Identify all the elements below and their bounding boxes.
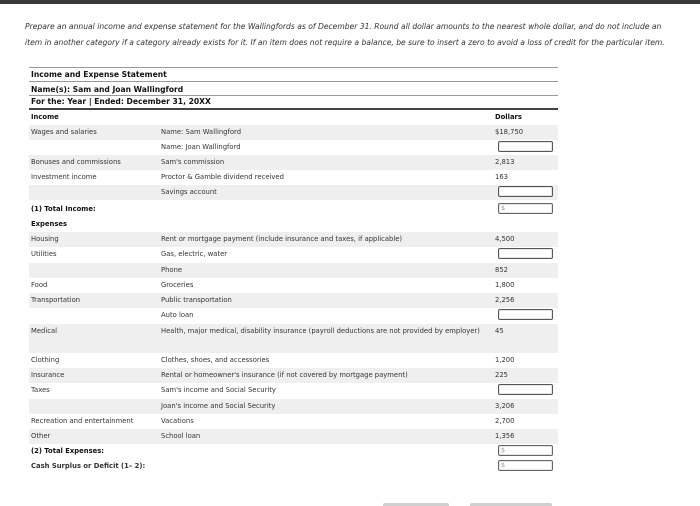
table-row xyxy=(29,263,558,278)
row-item: Gas, electric, water xyxy=(161,250,228,258)
row-value: 2,813 xyxy=(495,158,515,166)
total-income-input[interactable] xyxy=(498,203,553,214)
expenses-heading: Expenses xyxy=(31,220,68,228)
row-category: Taxes xyxy=(31,386,50,394)
row-value: 45 xyxy=(495,327,504,335)
instructions-text: Prepare an annual income and expense statement for the Wallingfords as of December 31. Round all dollar amounts to the nearest whole dollar, and do not include an item in another category if a category already exists for it. If an item does not require a balance, be sure to insert a zero to avoid a loss of credit for the particular item. xyxy=(25,22,665,47)
window-top-bar xyxy=(0,0,700,4)
divider xyxy=(29,81,558,82)
row-value: 2,700 xyxy=(495,417,515,425)
table-row xyxy=(29,140,558,155)
table-row xyxy=(29,125,558,140)
row-category: Utilities xyxy=(31,250,57,258)
row-category: Housing xyxy=(31,235,59,243)
total-income-label: (1) Total Income: xyxy=(31,205,96,213)
row-item: Health, major medical, disability insurance (payroll deductions are not provided by employer) xyxy=(161,327,480,335)
table-row xyxy=(29,444,558,459)
total-expenses-label: (2) Total Expenses: xyxy=(31,447,105,455)
row-value: 1,800 xyxy=(495,281,515,289)
table-row xyxy=(29,232,558,247)
cash-surplus-label: Cash Surplus or Deficit (1– 2): xyxy=(31,462,146,470)
dollar-prefix: $ xyxy=(501,204,506,212)
dollar-prefix: $ xyxy=(501,461,506,469)
row-item: Sam's income and Social Security xyxy=(161,386,276,394)
table-row xyxy=(29,353,558,368)
row-value: 1,200 xyxy=(495,356,515,364)
table-row xyxy=(29,247,558,262)
table-row xyxy=(29,308,558,323)
row-value: $18,750 xyxy=(495,128,524,136)
table-row xyxy=(29,383,558,398)
row-category: Transportation xyxy=(31,296,81,304)
row-category: Recreation and entertainment xyxy=(31,417,134,425)
table-row xyxy=(29,278,558,293)
row-item: Rental or homeowner's insurance (if not covered by mortgage payment) xyxy=(161,371,408,379)
row-item: Phone xyxy=(161,266,183,274)
row-category: Insurance xyxy=(31,371,65,379)
total-expenses-input[interactable] xyxy=(498,445,553,456)
table-row xyxy=(29,368,558,383)
row-category: Clothing xyxy=(31,356,60,364)
row-item: Name: Joan Wallingford xyxy=(161,143,241,151)
statement-names: Name(s): Sam and Joan Wallingford xyxy=(31,85,184,94)
row-item: Vacations xyxy=(161,417,194,425)
divider xyxy=(29,95,558,96)
row-category: Wages and salaries xyxy=(31,128,97,136)
row-item: Public transportation xyxy=(161,296,232,304)
row-category: Investment income xyxy=(31,173,97,181)
row-category: Medical xyxy=(31,327,58,335)
dollars-header: Dollars xyxy=(495,113,522,121)
row-item: Groceries xyxy=(161,281,194,289)
joan-wages-input[interactable] xyxy=(498,141,553,152)
divider xyxy=(29,67,558,68)
table-row xyxy=(29,429,558,444)
table-row xyxy=(29,324,558,353)
statement-title: Income and Expense Statement xyxy=(31,70,167,79)
row-item: Savings account xyxy=(161,188,217,196)
row-value: 1,356 xyxy=(495,432,515,440)
table-row xyxy=(29,155,558,170)
table-row xyxy=(29,293,558,308)
savings-account-input[interactable] xyxy=(498,186,553,197)
row-item: Sam's commission xyxy=(161,158,225,166)
row-item: School loan xyxy=(161,432,201,440)
row-value: 3,206 xyxy=(495,402,515,410)
table-row xyxy=(29,185,558,200)
row-value: 2,256 xyxy=(495,296,515,304)
row-value: 852 xyxy=(495,266,508,274)
table-row xyxy=(29,170,558,185)
row-item: Rent or mortgage payment (include insurance and taxes, if applicable) xyxy=(161,235,403,243)
row-category: Bonuses and commissions xyxy=(31,158,121,166)
sam-taxes-input[interactable] xyxy=(498,384,553,395)
row-item: Name: Sam Wallingford xyxy=(161,128,242,136)
cash-surplus-input[interactable] xyxy=(498,460,553,471)
row-item: Auto loan xyxy=(161,311,194,319)
statement-period: For the: Year | Ended: December 31, 20XX xyxy=(31,97,211,106)
dollar-prefix: $ xyxy=(501,446,506,454)
row-value: 163 xyxy=(495,173,508,181)
row-item: Clothes, shoes, and accessories xyxy=(161,356,270,364)
table-row xyxy=(29,414,558,429)
auto-loan-input[interactable] xyxy=(498,309,553,320)
row-item: Joan's income and Social Security xyxy=(161,402,276,410)
utilities-input[interactable] xyxy=(498,248,553,259)
row-item: Proctor & Gamble dividend received xyxy=(161,173,284,181)
row-category: Food xyxy=(31,281,48,289)
table-row xyxy=(29,217,558,232)
row-value: 4,500 xyxy=(495,235,515,243)
table-row xyxy=(29,399,558,414)
row-category: Other xyxy=(31,432,51,440)
income-header: Income xyxy=(31,113,59,121)
table-row xyxy=(29,202,558,217)
table-row xyxy=(29,459,558,490)
column-header-row xyxy=(29,110,558,125)
row-value: 225 xyxy=(495,371,508,379)
